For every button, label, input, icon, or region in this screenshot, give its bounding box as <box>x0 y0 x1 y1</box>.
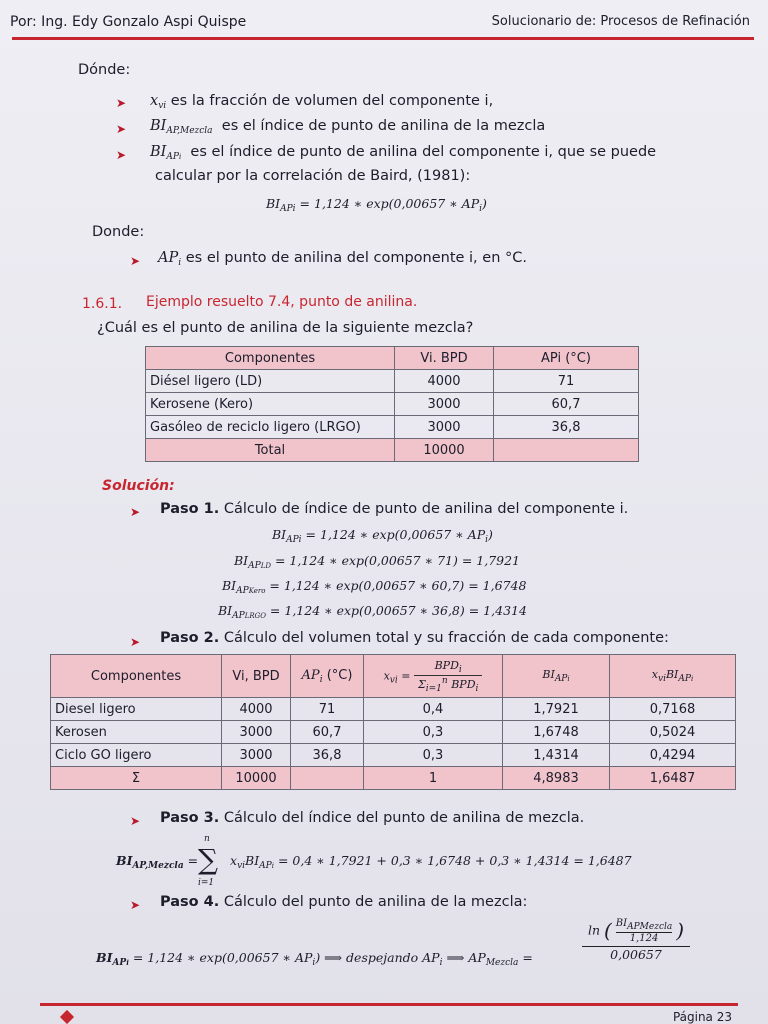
table-header: Componentes <box>51 655 222 698</box>
bullet-arrow-icon: ➤ <box>130 814 141 828</box>
table-cell: Diesel ligero <box>51 698 222 721</box>
table-cell: 60,7 <box>291 721 364 744</box>
table-cell: 1,7921 <box>503 698 610 721</box>
table-cell: Gasóleo de reciclo ligero (LRGO) <box>146 416 395 439</box>
table-cell: 3000 <box>222 721 291 744</box>
table-cell: 71 <box>494 370 639 393</box>
definition-bi-mezcla: $BI_{AP,Mezcla}$ es el índice de punto de anilina de la mezcla <box>150 118 546 136</box>
table-row <box>146 416 639 439</box>
bullet-arrow-icon: ➤ <box>130 635 141 649</box>
table-cell: 4,8983 <box>503 767 610 790</box>
sum-lower-limit: i=1 <box>198 878 215 888</box>
table-cell: 1,4314 <box>503 744 610 767</box>
table-cell: Kerosen <box>51 721 222 744</box>
table-row <box>51 721 736 744</box>
table-cell: 3000 <box>222 744 291 767</box>
donde-label: Dónde: <box>78 62 131 78</box>
table-header: Componentes <box>146 347 395 370</box>
donde-label-2: Donde: <box>92 224 145 240</box>
table-row <box>51 698 736 721</box>
table-cell <box>494 439 639 462</box>
equation-mixture-rhs: $x_{vi}BI_{APi} = 0,4$ ∗ 1,7921 + 0,3 ∗ 1,6748 + 0,3 ∗ 1,4314 = 1,6487 <box>230 853 632 871</box>
table-row <box>146 370 639 393</box>
bullet-arrow-icon: ➤ <box>116 122 127 136</box>
equation-step1-ld: $BI_{APLD} = 1,124$ ∗ exp(0,00657 ∗ 71) = 1,7921 <box>234 553 521 571</box>
table-cell: 10000 <box>395 439 494 462</box>
footer-diamond-icon <box>60 1010 74 1024</box>
bullet-arrow-icon: ➤ <box>116 148 127 162</box>
table-cell: 1,6748 <box>503 721 610 744</box>
table-header: $AP_i$ (°C) <box>291 655 364 698</box>
table-cell <box>291 767 364 790</box>
table-cell: 0,5024 <box>610 721 736 744</box>
step-1: Paso 1. Cálculo de índice de punto de anilina del componente i. <box>160 501 629 517</box>
bullet-arrow-icon: ➤ <box>130 505 141 519</box>
step-3: Paso 3. Cálculo del índice del punto de anilina de mezcla. <box>160 810 585 826</box>
table-cell: 10000 <box>222 767 291 790</box>
equation-final-fraction: ln ( BIAPMezcla 1,124 ) 0,00657 <box>582 918 690 962</box>
table-header: $x_{vi}BI_{APi}$ <box>610 655 736 698</box>
equation-baird: $BI_{APi} = 1,124$ ∗ exp(0,00657 ∗ $AP_i$) <box>266 196 487 214</box>
solution-label: Solución: <box>102 478 175 494</box>
table-row <box>51 767 736 790</box>
table-header: Vi, BPD <box>222 655 291 698</box>
table-cell: 0,3 <box>364 744 503 767</box>
header-rule <box>12 37 754 40</box>
table-header: APi (°C) <box>494 347 639 370</box>
footer-rule <box>40 1003 738 1006</box>
definition-bi-api-cont: calcular por la correlación de Baird, (1981): <box>155 168 471 184</box>
bullet-arrow-icon: ➤ <box>130 898 141 912</box>
section-title: Ejemplo resuelto 7.4, punto de anilina. <box>146 294 418 310</box>
page-number: Página 23 <box>672 1010 732 1024</box>
table-cell: 1 <box>364 767 503 790</box>
equation-step1-general: $BI_{APi} = 1,124$ ∗ exp(0,00657 ∗ $AP_i$) <box>272 527 493 545</box>
header-author: Por: Ing. Edy Gonzalo Aspi Quispe <box>10 14 247 30</box>
definition-xvi: $x_{vi}$ es la fracción de volumen del componente i, <box>150 93 494 111</box>
table-cell: 1,6487 <box>610 767 736 790</box>
table-row <box>51 744 736 767</box>
table-cell: 71 <box>291 698 364 721</box>
equation-step1-lrgo: $BI_{APLRGO} = 1,124$ ∗ exp(0,00657 ∗ 36,8) = 1,4314 <box>218 603 527 621</box>
table-cell: Σ <box>51 767 222 790</box>
table-fractions <box>50 654 736 790</box>
table-cell: 3000 <box>395 416 494 439</box>
table-cell: 0,4 <box>364 698 503 721</box>
sum-upper-limit: n <box>204 834 210 844</box>
table-cell: Ciclo GO ligero <box>51 744 222 767</box>
header-book-title: Solucionario de: Procesos de Refinación <box>491 14 750 29</box>
step-4: Paso 4. Cálculo del punto de anilina de la mezcla: <box>160 894 528 910</box>
table-row <box>146 439 639 462</box>
step-2: Paso 2. Cálculo del volumen total y su fracción de cada componente: <box>160 630 669 646</box>
table-cell: Diésel ligero (LD) <box>146 370 395 393</box>
table-cell: Kerosene (Kero) <box>146 393 395 416</box>
equation-final: $BI_{APi} = 1,124$ ∗ exp(0,00657 ∗ $AP_i$) ⟹ despejando $AP_i$ ⟹ $AP_{Mezcla}$ = <box>96 950 533 968</box>
bullet-arrow-icon: ➤ <box>116 96 127 110</box>
table-cell: 4000 <box>222 698 291 721</box>
equation-mixture-index: $BI_{AP,Mezcla}$ = <box>116 853 199 871</box>
table-cell: 0,4294 <box>610 744 736 767</box>
question-text: ¿Cuál es el punto de anilina de la siguiente mezcla? <box>97 320 474 336</box>
definition-bi-api: $BI_{APi}$ es el índice de punto de anilina del componente i, que se puede <box>150 144 657 162</box>
table-components <box>145 346 639 462</box>
table-header: $BI_{APi}$ <box>503 655 610 698</box>
table-header: Vi. BPD <box>395 347 494 370</box>
equation-step1-kero: $BI_{APKero} = 1,124$ ∗ exp(0,00657 ∗ 60,7) = 1,6748 <box>222 578 527 596</box>
table-cell: 3000 <box>395 393 494 416</box>
table-cell: 36,8 <box>494 416 639 439</box>
table-cell: 36,8 <box>291 744 364 767</box>
table-header: $x_{vi}$ = $BPD_i$ $\Sigma_{i=1}^n$ $BPD_i$ <box>364 655 503 698</box>
definition-api: $AP_i$ es el punto de anilina del componente i, en °C. <box>158 250 527 268</box>
summation-icon: ∑ <box>198 843 218 876</box>
section-number: 1.6.1. <box>82 296 123 312</box>
bullet-arrow-icon: ➤ <box>130 254 141 268</box>
table-cell: 4000 <box>395 370 494 393</box>
table-row <box>146 393 639 416</box>
table-cell: 0,3 <box>364 721 503 744</box>
table-cell: 0,7168 <box>610 698 736 721</box>
table-cell: 60,7 <box>494 393 639 416</box>
table-cell: Total <box>146 439 395 462</box>
